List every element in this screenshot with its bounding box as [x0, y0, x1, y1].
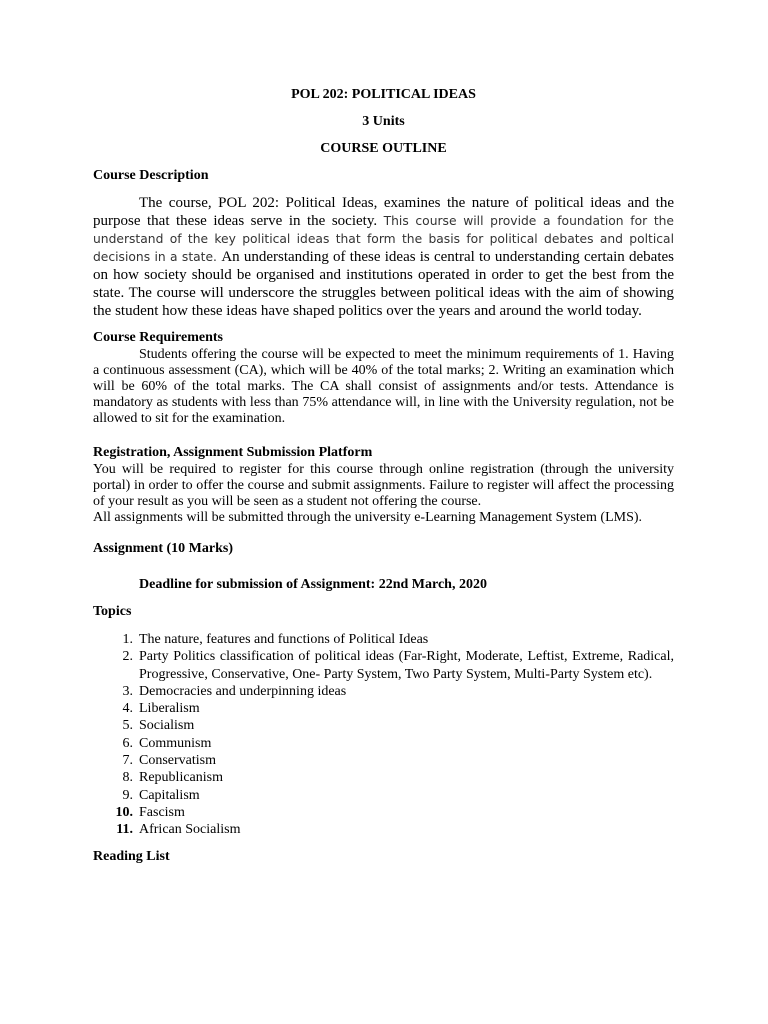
assignment-deadline: Deadline for submission of Assignment: 22nd March, 2020 [139, 577, 487, 592]
list-number: 11. [116, 822, 133, 838]
list-text: Capitalism [139, 787, 200, 803]
list-number: 4. [122, 701, 133, 717]
lms-text: All assignments will be submitted through the university e-Learning Management System (LMS). [93, 510, 643, 525]
topics-list [93, 631, 674, 839]
list-number: 5. [122, 718, 133, 734]
list-number: 2. [122, 649, 133, 665]
list-item [93, 631, 674, 648]
list-item [93, 717, 674, 734]
list-text: Fascism [139, 804, 185, 820]
list-item [93, 683, 674, 700]
registration-text: You will be required to register for this course through online registration (through the university portal) in order to offer the course and submit assignments. Failure to register will affect the processing of your result as you will be seen as a student not offering the course. [93, 462, 674, 509]
list-item [93, 752, 674, 769]
topics-heading: Topics [93, 604, 132, 619]
list-text: African Socialism [139, 822, 241, 838]
list-text: Liberalism [139, 701, 200, 717]
list-text: Democracies and underpinning ideas [139, 683, 347, 699]
course-units: 3 Units [362, 114, 405, 129]
list-item [93, 648, 674, 683]
document-body [93, 86, 674, 866]
description-part-1: The course, POL 202: Political Ideas, examines the nature of political ideas and the purpose that these ideas serve in the society. [93, 195, 674, 229]
list-item [93, 787, 674, 804]
list-number: 8. [122, 770, 133, 786]
reading-list-heading: Reading List [93, 848, 170, 864]
list-item [93, 735, 674, 752]
course-description-heading: Course Description [93, 168, 209, 183]
list-text: Republicanism [139, 770, 223, 786]
list-item [93, 821, 674, 838]
list-number: 10. [115, 804, 133, 820]
course-description-text [93, 194, 674, 320]
list-text: Conservatism [139, 753, 216, 769]
list-item [93, 700, 674, 717]
list-number: 3. [122, 683, 133, 699]
list-text: Communism [139, 735, 212, 751]
description-part-2: This course will provide a foundation for the understand of the key political ideas that form the basis for political debates and poltical decisions in a state. [93, 214, 674, 264]
list-number: 1. [122, 632, 133, 647]
list-number: 7. [122, 753, 133, 769]
list-number: 9. [122, 787, 133, 803]
description-part-3: An understanding of these ideas is central to understanding certain debates on how society should be organised and institutions operated in order to get the best from the state. The course will underscore the struggles between political ideas with the aim of showing the student how these ideas have shaped politics over the years and around the world today. [93, 249, 674, 319]
outline-title: COURSE OUTLINE [320, 141, 447, 156]
list-number: 6. [122, 735, 133, 751]
list-text: The nature, features and functions of Political Ideas [139, 632, 429, 647]
list-text: Party Politics classification of political ideas (Far-Right, Moderate, Leftist, Extreme, Radical, Progressive, Conservative, One- Party System, Two Party System, Multi-Party System etc). [139, 649, 674, 682]
list-text: Socialism [139, 718, 195, 734]
list-item [93, 804, 674, 821]
assignment-heading: Assignment (10 Marks) [93, 541, 233, 556]
list-item [93, 769, 674, 786]
course-requirements-heading: Course Requirements [93, 330, 224, 345]
course-title: POL 202: POLITICAL IDEAS [291, 87, 476, 102]
registration-heading: Registration, Assignment Submission Platform [93, 445, 373, 460]
course-requirements-text: Students offering the course will be expected to meet the minimum requirements of 1. Having a continuous assessment (CA), which will be 40% of the total marks; 2. Writing an examination which will be 60% of the total marks. The CA shall consist of assignments and/or tests. Attendance is mandatory as students with less than 75% attendance will, in line with the University regulation, not be allowed to sit for the examination. [93, 347, 674, 426]
